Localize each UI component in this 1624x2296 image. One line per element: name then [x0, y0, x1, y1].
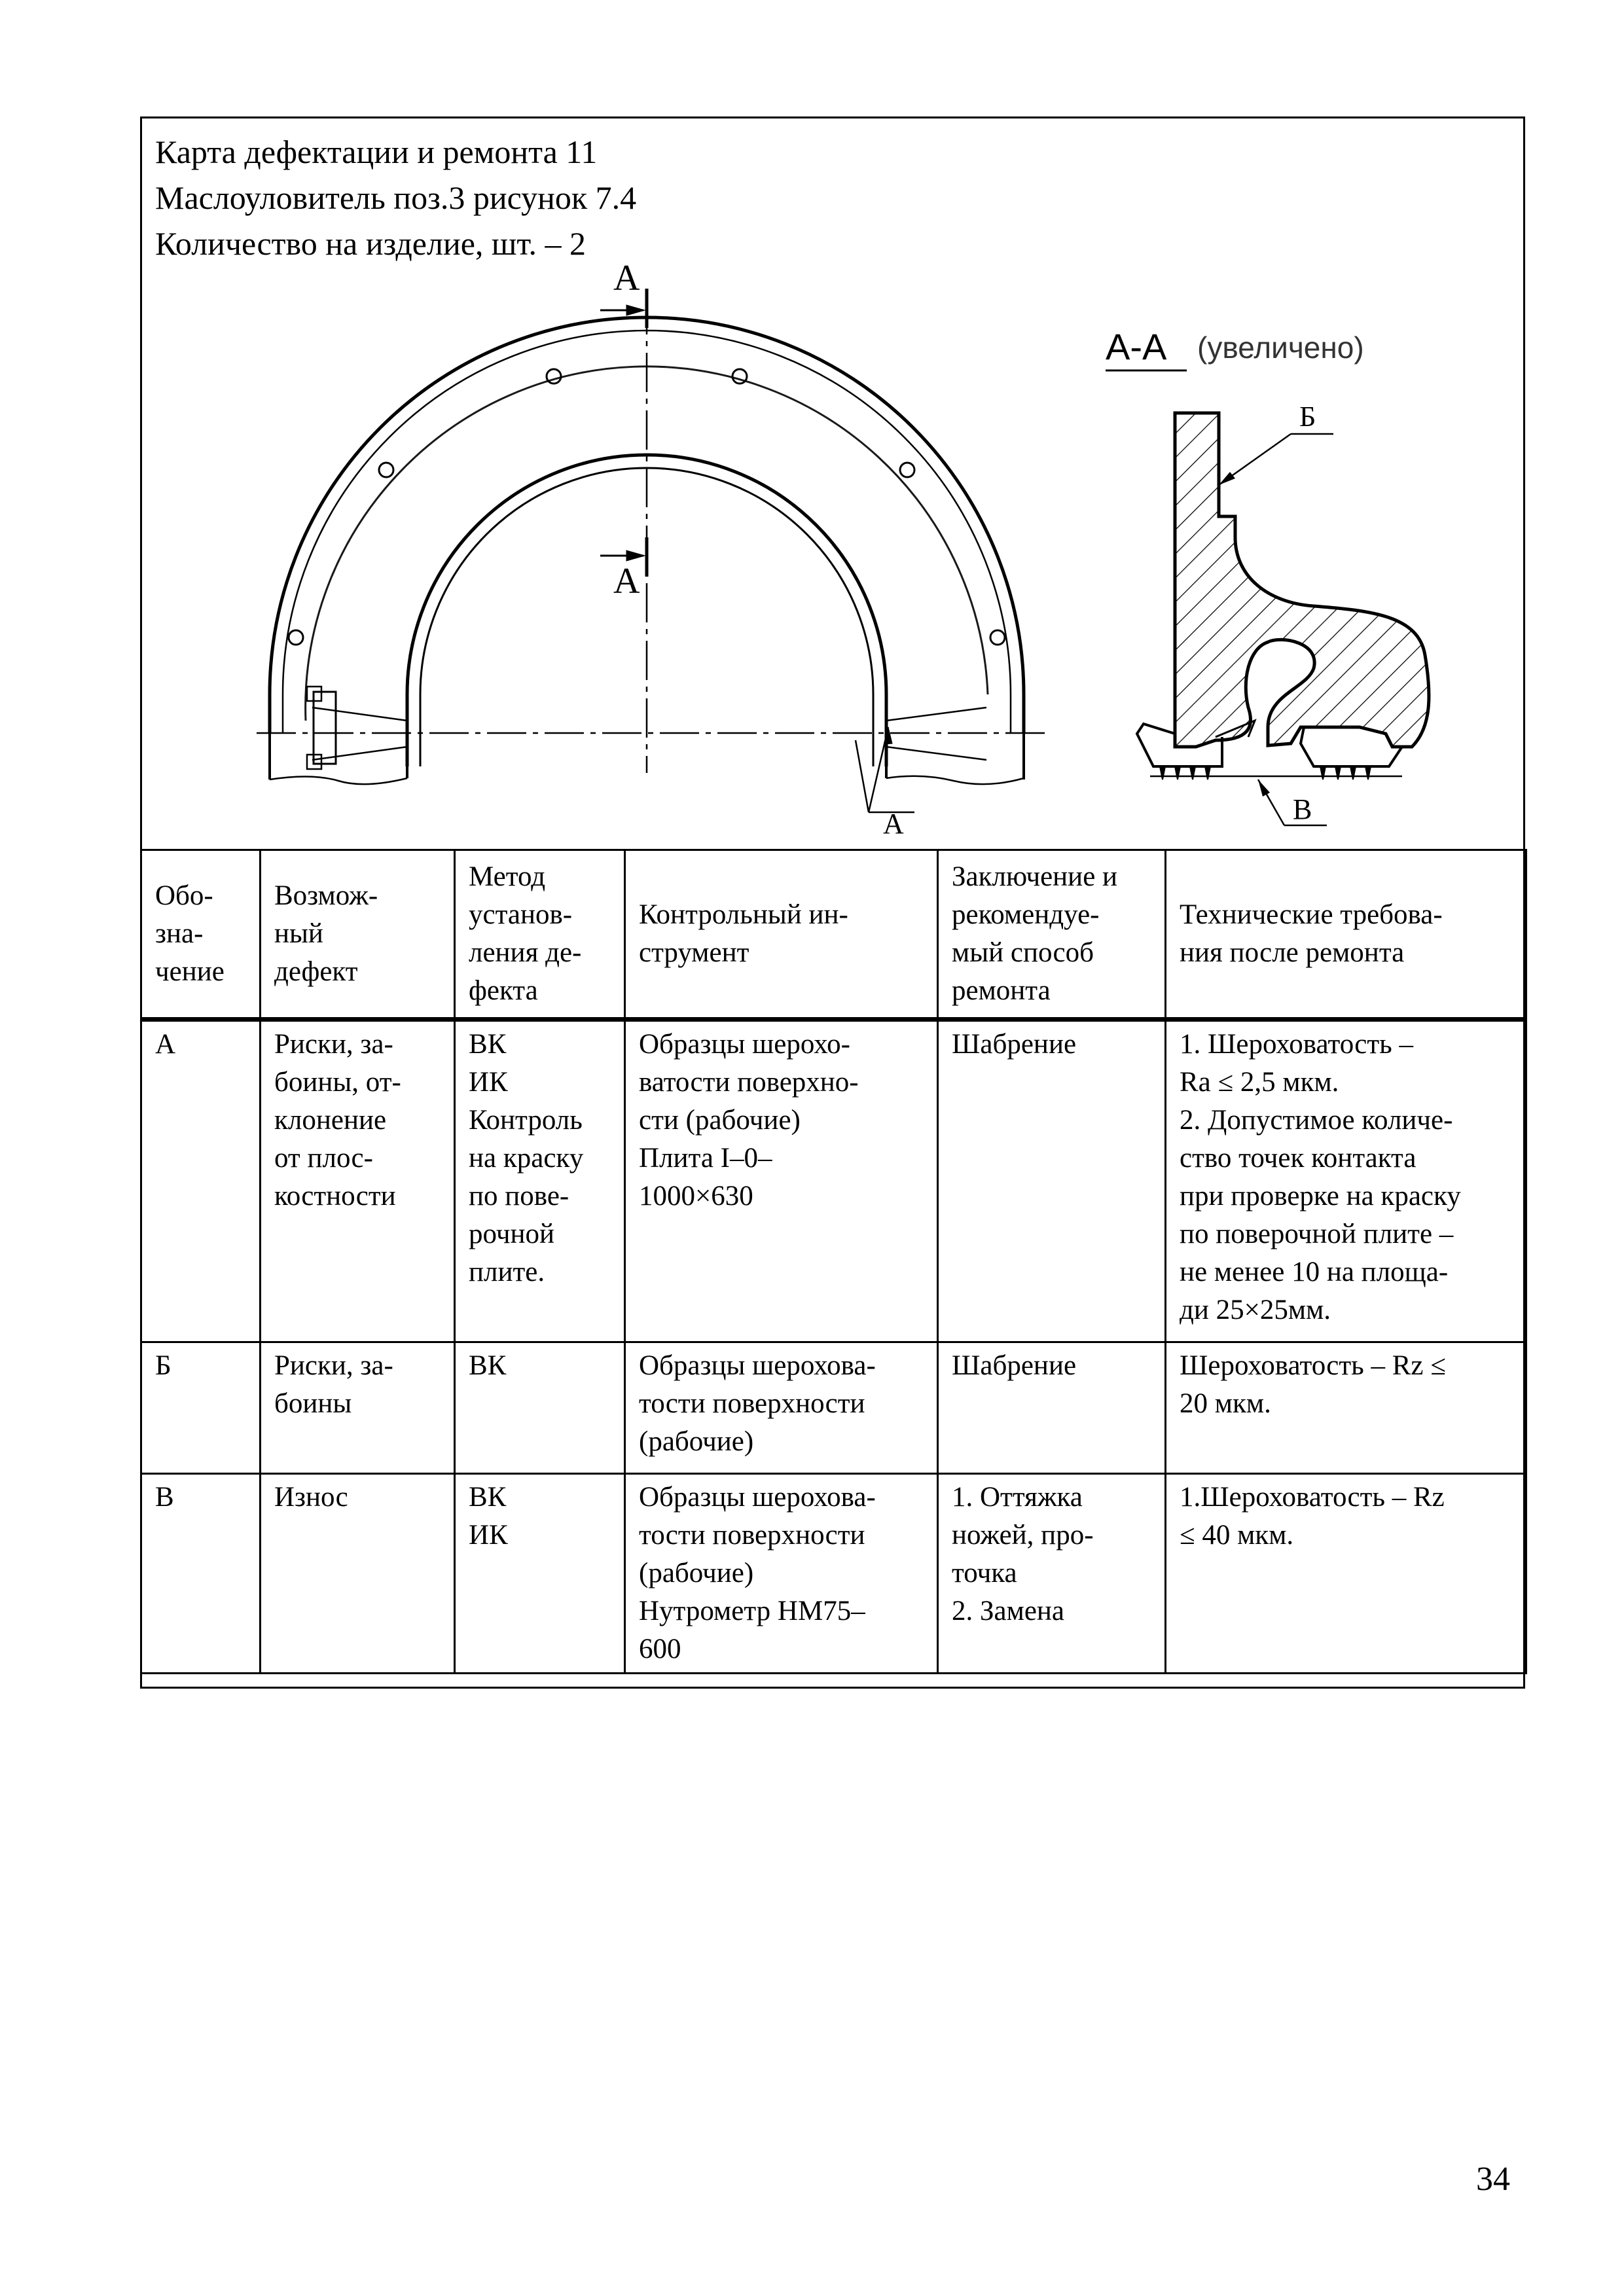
requirements-cell	[1166, 1342, 1526, 1474]
col-control-tool	[625, 850, 938, 1020]
cell-line: Ra ≤ 2,5 мкм.	[1180, 1067, 1339, 1098]
cell-line: тости поверхности	[639, 1388, 865, 1419]
header-line: Заключение и	[952, 861, 1118, 892]
designation-cell	[141, 1474, 261, 1674]
method-cell	[455, 1342, 625, 1474]
table-row	[141, 1474, 1526, 1674]
header-line: ления де-	[469, 937, 582, 968]
cell-line: 1. Шероховатость –	[1180, 1029, 1413, 1060]
header-line: Метод	[469, 861, 546, 892]
cell-line: Износ	[274, 1482, 348, 1513]
section-profile	[1175, 413, 1429, 747]
header-line: Контрольный ин-	[639, 899, 848, 930]
cell-line: 2. Замена	[952, 1596, 1065, 1626]
defect-cell	[261, 1474, 455, 1674]
col-detection-method	[455, 850, 625, 1020]
col-designation	[141, 850, 261, 1020]
designation-cell	[141, 1342, 261, 1474]
method-cell	[455, 1474, 625, 1674]
cell-line: В	[155, 1482, 174, 1513]
method-cell	[455, 1020, 625, 1342]
header-line: зна-	[155, 918, 204, 949]
requirements-cell	[1166, 1474, 1526, 1674]
cell-line: Нутрометр НМ75–	[639, 1596, 865, 1626]
cell-line: ВК	[469, 1482, 507, 1513]
cell-line: клонение	[274, 1105, 387, 1136]
cell-line: 2. Допустимое количе-	[1180, 1105, 1453, 1136]
quantity: Количество на изделие, шт. – 2	[155, 225, 586, 262]
tool-cell	[625, 1342, 938, 1474]
cell-line: Риски, за-	[274, 1029, 393, 1060]
cell-line: Шероховатость – Rz ≤	[1180, 1350, 1446, 1381]
cell-line: сти (рабочие)	[639, 1105, 801, 1136]
cell-line: 600	[639, 1634, 681, 1664]
col-possible-defect	[261, 850, 455, 1020]
cell-line: Риски, за-	[274, 1350, 393, 1381]
header-line: Обо-	[155, 880, 213, 911]
requirements-cell	[1166, 1020, 1526, 1342]
header-line: струмент	[639, 937, 749, 968]
cell-line: по пове-	[469, 1181, 569, 1211]
cell-line: А	[155, 1029, 176, 1060]
header-line: рекомендуе-	[952, 899, 1100, 930]
cell-line: Шабрение	[952, 1029, 1077, 1060]
cell-line: ди 25×25мм.	[1180, 1295, 1331, 1325]
cell-line: точка	[952, 1558, 1017, 1588]
cell-line: Шабрение	[952, 1350, 1077, 1381]
header-line: ремонта	[952, 975, 1051, 1006]
cell-line: ВК	[469, 1029, 507, 1060]
header-line: фекта	[469, 975, 538, 1006]
table-header-row	[141, 850, 1526, 1020]
cell-line: 1000×630	[639, 1181, 753, 1211]
section-label-top: А	[613, 258, 640, 298]
cell-line: рочной	[469, 1219, 555, 1249]
header-line: ный	[274, 918, 323, 949]
table-row	[141, 1020, 1526, 1342]
cell-line: при проверке на краску	[1180, 1181, 1461, 1211]
cell-line: ≤ 40 мкм.	[1180, 1520, 1294, 1551]
part-name: Маслоуловитель поз.3 рисунок 7.4	[155, 179, 637, 216]
defects-table	[140, 849, 1527, 1674]
card-title: Карта дефектации и ремонта 11	[155, 134, 598, 170]
table-row	[141, 1342, 1526, 1474]
defect-cell	[261, 1020, 455, 1342]
cell-line: от плос-	[274, 1143, 373, 1174]
page-number: 34	[1476, 2161, 1510, 2198]
defect-card	[140, 117, 1525, 1689]
cell-line: ИК	[469, 1520, 508, 1551]
repair-cell	[938, 1474, 1166, 1674]
cell-line: Образцы шерохо-	[639, 1029, 850, 1060]
cell-line: ножей, про-	[952, 1520, 1094, 1551]
designation-cell	[141, 1020, 261, 1342]
callout-v-label: В	[1293, 793, 1312, 825]
cell-line: на краску	[469, 1143, 584, 1174]
cell-line: Образцы шерохова-	[639, 1350, 876, 1381]
cell-line: ВК	[469, 1350, 507, 1381]
col-tech-requirements	[1166, 850, 1526, 1020]
callout-a-label: А	[883, 808, 904, 840]
tool-cell	[625, 1020, 938, 1342]
tool-cell	[625, 1474, 938, 1674]
header-line: дефект	[274, 956, 358, 987]
section-label-bottom: А	[613, 561, 640, 601]
section-view-aa	[1106, 326, 1429, 825]
cell-line: тости поверхности	[639, 1520, 865, 1551]
cell-line: 1. Оттяжка	[952, 1482, 1083, 1513]
ring-main-view	[257, 295, 1049, 784]
defect-cell	[261, 1342, 455, 1474]
cell-line: 20 мкм.	[1180, 1388, 1271, 1419]
cell-line: боины	[274, 1388, 352, 1419]
cell-line: ство точек контакта	[1180, 1143, 1416, 1174]
repair-cell	[938, 1020, 1166, 1342]
cell-line: (рабочие)	[639, 1426, 754, 1457]
cell-line: не менее 10 на площа-	[1180, 1257, 1449, 1287]
cell-line: костности	[274, 1181, 396, 1211]
col-repair-method	[938, 850, 1166, 1020]
cell-line: ИК	[469, 1067, 508, 1098]
cell-line: Плита I–0–	[639, 1143, 772, 1174]
section-view-note: (увеличено)	[1197, 331, 1364, 365]
cell-line: Образцы шерохова-	[639, 1482, 876, 1513]
header-line: ния после ремонта	[1180, 937, 1405, 968]
cell-line: Б	[155, 1350, 171, 1381]
header-line: чение	[155, 956, 225, 987]
repair-cell	[938, 1342, 1166, 1474]
technical-drawing	[142, 118, 1523, 849]
cell-line: боины, от-	[274, 1067, 401, 1098]
cell-line: плите.	[469, 1257, 545, 1287]
header-line: Технические требова-	[1180, 899, 1443, 930]
section-view-title: А-А	[1106, 326, 1167, 367]
header-line: Возмож-	[274, 880, 378, 911]
cell-line: Контроль	[469, 1105, 583, 1136]
cell-line: (рабочие)	[639, 1558, 754, 1588]
callout-b-label: Б	[1299, 401, 1316, 433]
cell-line: 1.Шероховатость – Rz	[1180, 1482, 1445, 1513]
header-line: мый способ	[952, 937, 1094, 968]
header-line: установ-	[469, 899, 573, 930]
cell-line: по поверочной плите –	[1180, 1219, 1454, 1249]
cell-line: ватости поверхно-	[639, 1067, 859, 1098]
